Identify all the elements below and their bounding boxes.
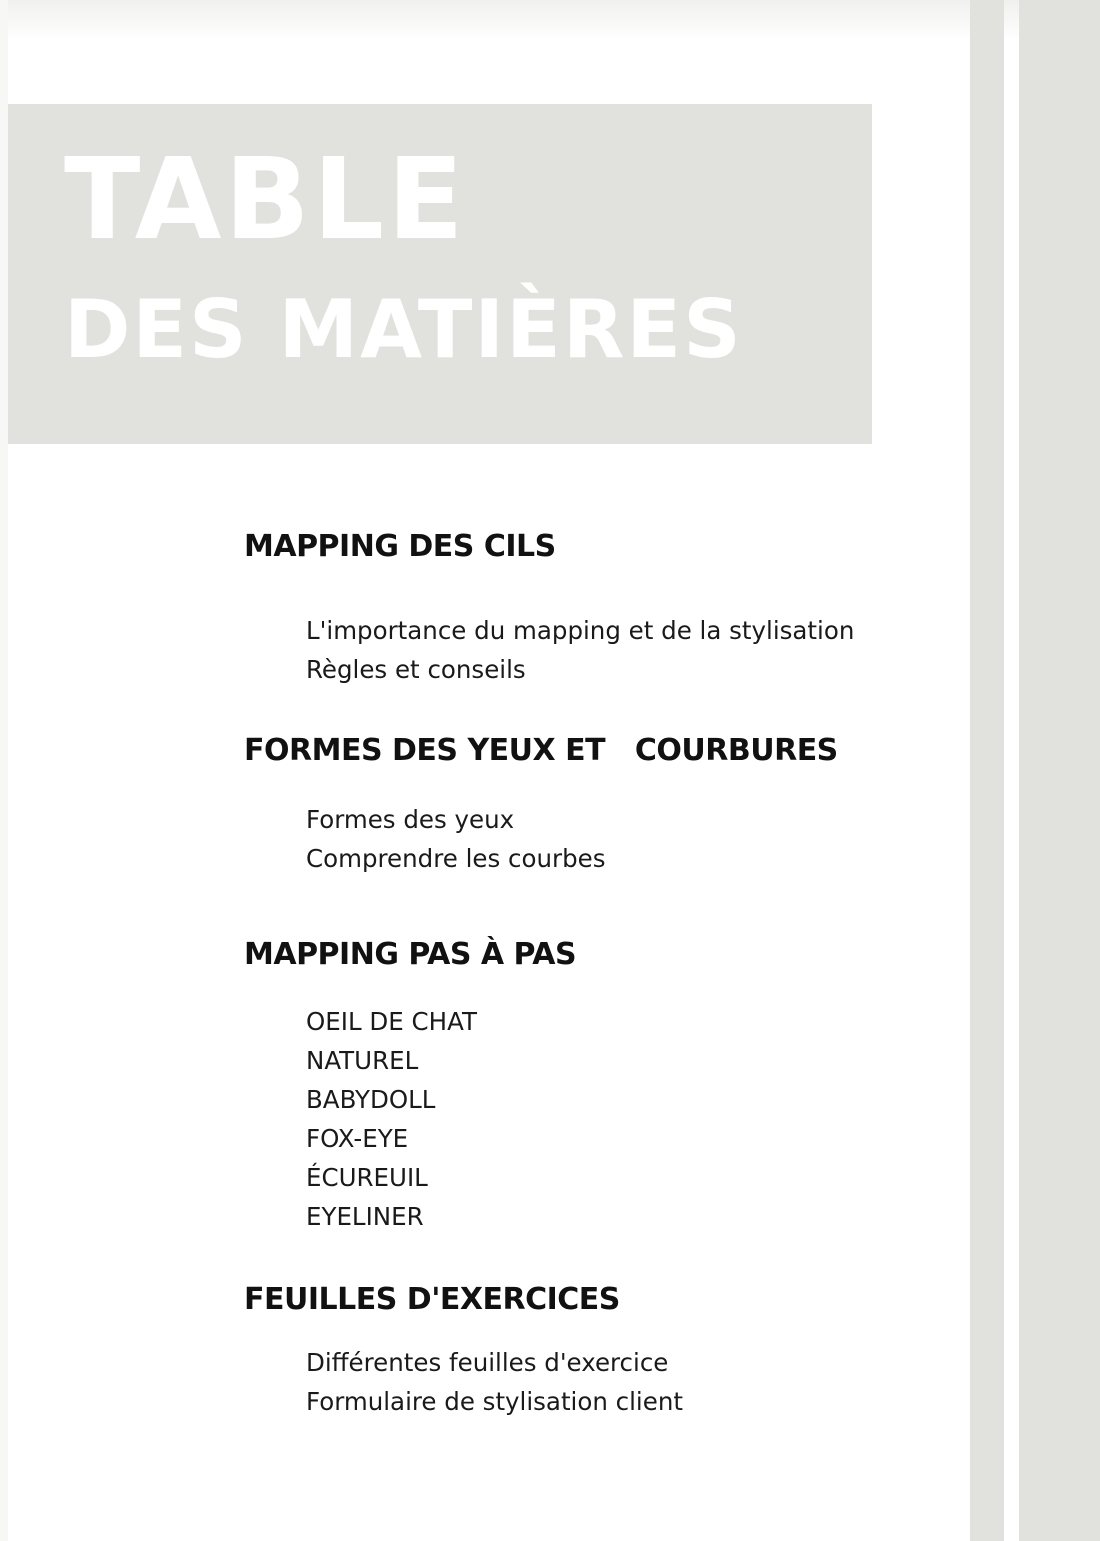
toc-item: Différentes feuilles d'exercice	[306, 1348, 669, 1377]
toc-item: Formulaire de stylisation client	[306, 1387, 683, 1416]
title-banner	[8, 104, 872, 444]
page-top-shade	[0, 0, 1100, 40]
section-heading-mapping-pas-a-pas: MAPPING PAS À PAS	[244, 937, 577, 972]
decorative-stripe-left	[970, 0, 1004, 1541]
toc-item: Comprendre les courbes	[306, 844, 606, 873]
title-main: TABLE	[64, 135, 467, 265]
section-heading-feuilles-d-exercices: FEUILLES D'EXERCICES	[244, 1282, 620, 1317]
page-left-edge	[0, 0, 8, 1541]
section-heading-mapping-des-cils: MAPPING DES CILS	[244, 529, 556, 564]
toc-item: Règles et conseils	[306, 655, 526, 684]
toc-item: OEIL DE CHAT	[306, 1007, 477, 1036]
decorative-stripe-right	[1019, 0, 1100, 1541]
toc-item: BABYDOLL	[306, 1085, 436, 1114]
toc-item: EYELINER	[306, 1202, 424, 1231]
toc-item: ÉCUREUIL	[306, 1163, 428, 1192]
title-sub: DES MATIÈRES	[64, 283, 743, 376]
toc-item: Formes des yeux	[306, 805, 515, 834]
toc-item: L'importance du mapping et de la stylisation	[306, 616, 855, 645]
section-heading-formes-des-yeux: FORMES DES YEUX ET COURBURES	[244, 733, 838, 768]
toc-item: FOX-EYE	[306, 1124, 409, 1153]
toc-item: NATUREL	[306, 1046, 419, 1075]
